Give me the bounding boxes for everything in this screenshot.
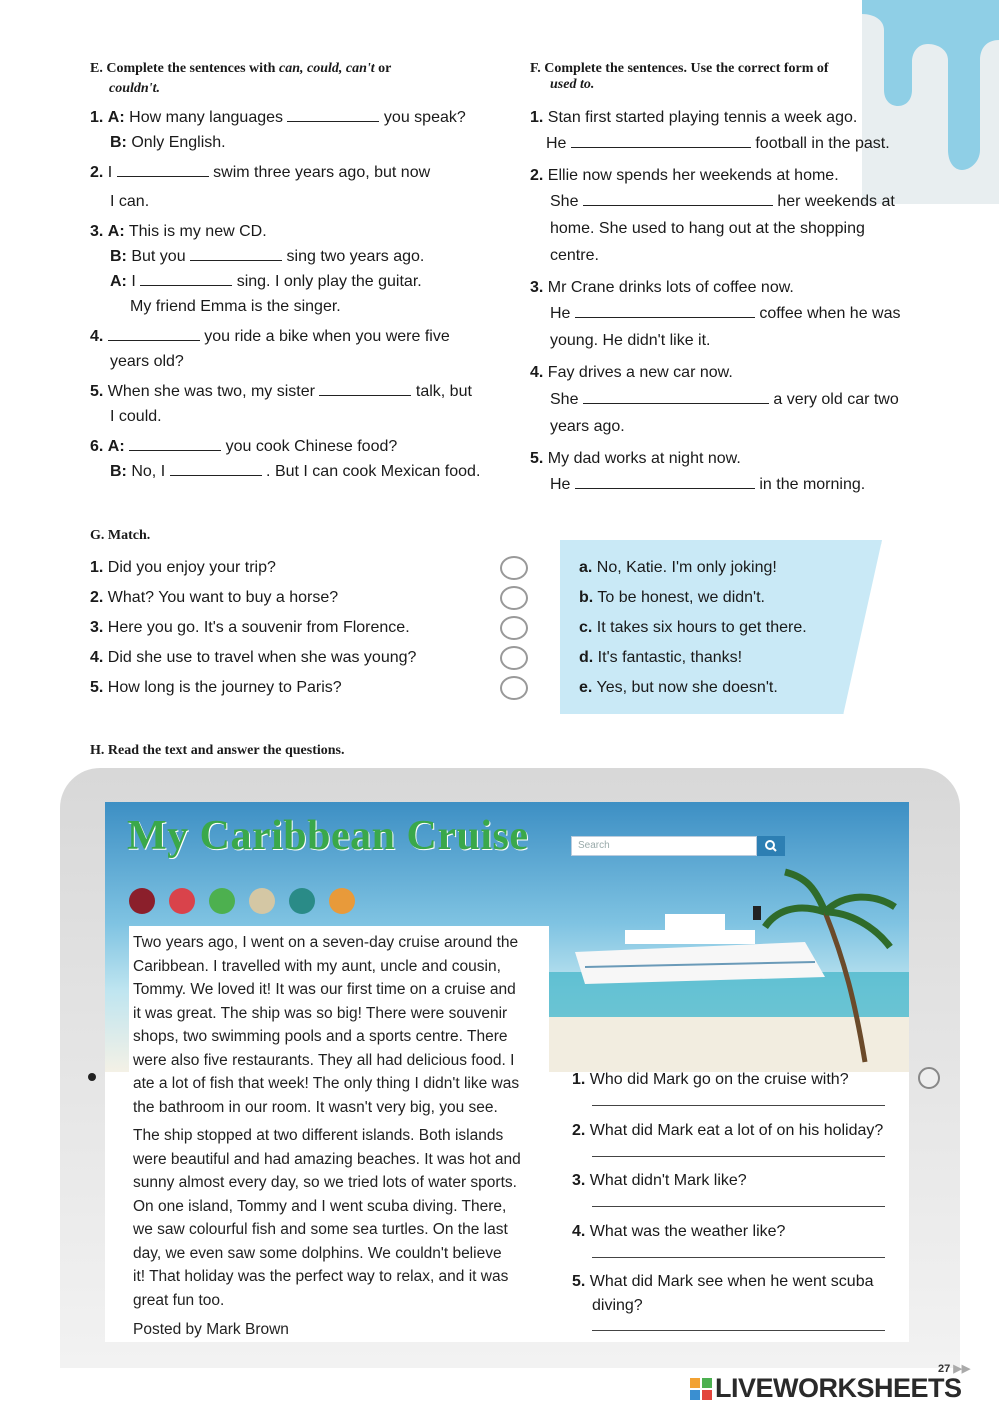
text-line: the bathroom in our room. It wasn't very big, you see. bbox=[133, 1098, 498, 1116]
text-line: Two years ago, I went on a seven-day cruise around the bbox=[133, 934, 519, 951]
answer-blank[interactable] bbox=[117, 163, 209, 177]
answer-line[interactable] bbox=[592, 1206, 885, 1207]
section-h-heading bbox=[90, 742, 344, 759]
answer-letter: e. bbox=[579, 679, 593, 696]
tablet-screen bbox=[105, 802, 909, 1342]
text-line: ate a lot of fish that week! The only thing I didn't like was bbox=[133, 1075, 520, 1092]
match-answer-circle[interactable] bbox=[500, 556, 528, 580]
f-item-2c bbox=[550, 219, 865, 239]
text-line: On one island, Tommy and I went scuba diving. There, bbox=[133, 1197, 507, 1215]
text-line: great fun too. bbox=[133, 1291, 225, 1309]
match-answer-circle[interactable] bbox=[500, 646, 528, 670]
item-number: 5. bbox=[90, 679, 104, 696]
e-item-2 bbox=[90, 163, 430, 183]
sentence-text: When she was two, my sister bbox=[107, 383, 315, 400]
match-answers-panel bbox=[554, 532, 890, 722]
g-question-1 bbox=[90, 558, 276, 578]
sentence-text: He bbox=[550, 476, 571, 493]
item-number: 2. bbox=[572, 1122, 586, 1139]
signpost-icon[interactable] bbox=[329, 888, 355, 914]
sentence-text: years old? bbox=[110, 353, 184, 370]
f-item-2b bbox=[550, 192, 895, 212]
answer-blank[interactable] bbox=[571, 134, 751, 148]
speaker-label: A: bbox=[107, 438, 125, 455]
answer-blank[interactable] bbox=[575, 304, 755, 318]
f-item-2d bbox=[550, 246, 599, 266]
answer-blank[interactable] bbox=[583, 390, 769, 404]
heading-text: E. Complete the sentences with bbox=[90, 61, 279, 76]
item-number: 2. bbox=[90, 164, 104, 181]
item-number: 4. bbox=[90, 328, 104, 345]
sentence-text: How many languages bbox=[129, 109, 284, 126]
answer-blank[interactable] bbox=[319, 382, 411, 396]
question-text: How long is the journey to Paris? bbox=[107, 679, 342, 696]
sentence-text: a very old car two bbox=[773, 391, 899, 408]
f-item-3b bbox=[550, 304, 901, 324]
f-item-1 bbox=[530, 108, 857, 128]
answer-blank[interactable] bbox=[129, 437, 221, 451]
e-item-3a bbox=[90, 222, 267, 242]
sentence-text: But you bbox=[131, 248, 186, 265]
item-number: 2. bbox=[90, 589, 104, 606]
item-number: 3. bbox=[90, 619, 104, 636]
sentence-text: home. She used to hang out at the shopping bbox=[550, 220, 865, 237]
g-question-2 bbox=[90, 588, 338, 608]
sentence-text: No, I bbox=[131, 463, 166, 480]
home-icon[interactable] bbox=[169, 888, 195, 914]
speaker-label: A: bbox=[110, 273, 127, 290]
e-item-5 bbox=[90, 382, 472, 402]
sentence-text: talk, but bbox=[415, 383, 472, 400]
speaker-label: A: bbox=[107, 223, 125, 240]
g-answer-e bbox=[579, 678, 778, 698]
speaker-label: B: bbox=[110, 134, 127, 151]
question-text: Did she use to travel when she was young? bbox=[107, 649, 417, 666]
f-item-5b bbox=[550, 475, 865, 495]
e-item-6a bbox=[90, 437, 397, 457]
text-line: shops, two swimming pools and a sports centre. There bbox=[133, 1028, 508, 1045]
f-item-4 bbox=[530, 363, 733, 383]
question-text: What did Mark eat a lot of on his holiday? bbox=[589, 1122, 884, 1139]
text-line: sunny almost every day, so we tried lots of water sports. bbox=[133, 1174, 517, 1191]
f-item-4b bbox=[550, 390, 899, 410]
text-line: Tommy. We loved it! It was our first time on a cruise and bbox=[133, 981, 516, 998]
sentence-text: My dad works at night now. bbox=[547, 450, 741, 467]
text-line: it! That holiday was the perfect way to relax, and it was bbox=[133, 1268, 509, 1285]
match-answer-circle[interactable] bbox=[500, 586, 528, 610]
answer-letter: c. bbox=[579, 619, 593, 636]
answer-blank[interactable] bbox=[108, 327, 200, 341]
g-question-3 bbox=[90, 618, 410, 638]
sentence-text: centre. bbox=[550, 247, 599, 264]
h-question-3 bbox=[572, 1171, 747, 1191]
camera-icon[interactable] bbox=[289, 888, 315, 914]
answer-blank[interactable] bbox=[190, 247, 282, 261]
g-question-4 bbox=[90, 648, 416, 668]
decorative-drip-panel bbox=[862, 0, 999, 204]
sentence-text: sing two years ago. bbox=[286, 248, 425, 265]
item-number: 1. bbox=[530, 109, 544, 126]
f-item-5 bbox=[530, 449, 741, 469]
sentence-text: I bbox=[107, 164, 113, 181]
question-text: Who did Mark go on the cruise with? bbox=[589, 1071, 849, 1088]
sentence-text: sing. I only play the guitar. bbox=[236, 273, 422, 290]
sentence-text: She bbox=[550, 391, 579, 408]
e-item-1b bbox=[110, 133, 226, 153]
item-number: 5. bbox=[530, 450, 544, 467]
item-number: 1. bbox=[90, 559, 104, 576]
sentence-text: I can. bbox=[110, 193, 150, 210]
text-line: we saw colourful fish and some sea turtles. On the last bbox=[133, 1221, 508, 1238]
match-answer-circle[interactable] bbox=[500, 616, 528, 640]
blog-title: My Caribbean Cruise bbox=[127, 813, 529, 859]
e-item-3c bbox=[110, 272, 422, 292]
speaker-label: A: bbox=[107, 109, 125, 126]
e-item-3d bbox=[130, 297, 341, 317]
item-number: 3. bbox=[90, 223, 104, 240]
answer-letter: b. bbox=[579, 589, 594, 606]
search-button[interactable] bbox=[757, 836, 785, 856]
h-question-4 bbox=[572, 1222, 785, 1242]
brand-text: LIVEWORKSHEETS bbox=[715, 1373, 962, 1403]
sentence-text: Only English. bbox=[131, 134, 226, 151]
answer-line[interactable] bbox=[592, 1156, 885, 1157]
e-item-5-cont bbox=[110, 407, 162, 427]
answer-blank[interactable] bbox=[287, 108, 379, 122]
f-item-3c bbox=[550, 331, 710, 351]
liveworksheets-logo-icon bbox=[690, 1378, 712, 1400]
heading-text: F. Complete the sentences. Use the correct form of bbox=[530, 61, 829, 76]
answer-text: No, Katie. I'm only joking! bbox=[596, 559, 777, 576]
answer-line[interactable] bbox=[592, 1105, 885, 1106]
sentence-text: swim three years ago, but now bbox=[213, 164, 431, 181]
search-placeholder: Search bbox=[578, 840, 610, 851]
heading-text: G. Match. bbox=[90, 528, 151, 543]
sentence-text: her weekends at bbox=[777, 193, 895, 210]
heading-italic: can, could, can't bbox=[278, 61, 375, 76]
sentence-text: My friend Emma is the singer. bbox=[130, 298, 341, 315]
sentence-text: Fay drives a new car now. bbox=[547, 364, 733, 381]
f-item-1b bbox=[546, 134, 890, 154]
answer-text: It's fantastic, thanks! bbox=[597, 649, 743, 666]
text-line: were also five restaurants. They all had delicious food. I bbox=[133, 1051, 515, 1069]
f-item-3 bbox=[530, 278, 794, 298]
item-number: 6. bbox=[90, 438, 104, 455]
item-number: 4. bbox=[572, 1223, 586, 1240]
section-g-heading bbox=[90, 527, 150, 544]
e-item-6b bbox=[110, 462, 480, 482]
text-line: The ship stopped at two different islands. Both islands bbox=[133, 1127, 504, 1144]
paragraph-1 bbox=[133, 931, 519, 1119]
info-icon[interactable] bbox=[129, 888, 155, 914]
g-answer-d bbox=[579, 648, 742, 668]
section-e-heading bbox=[90, 60, 391, 77]
item-number: 3. bbox=[572, 1172, 586, 1189]
sentence-text: Ellie now spends her weekends at home. bbox=[547, 167, 839, 184]
question-text: Did you enjoy your trip? bbox=[107, 559, 276, 576]
paint-drip-icon bbox=[862, 0, 999, 204]
f-item-4c bbox=[550, 417, 625, 437]
g-answer-a bbox=[579, 558, 777, 578]
sentence-text: Mr Crane drinks lots of coffee now. bbox=[547, 279, 794, 296]
e-item-2-cont bbox=[110, 192, 149, 212]
item-number: 3. bbox=[530, 279, 544, 296]
sentence-text: He bbox=[546, 135, 567, 152]
h-question-5 bbox=[572, 1272, 874, 1292]
answer-text: To be honest, we didn't. bbox=[597, 589, 765, 606]
search-input[interactable] bbox=[571, 836, 757, 856]
answer-letter: d. bbox=[579, 649, 594, 666]
item-number: 4. bbox=[530, 364, 544, 381]
e-item-3b bbox=[110, 247, 424, 267]
heading-italic: used to. bbox=[550, 77, 595, 92]
paragraph-2 bbox=[133, 1124, 521, 1312]
answer-line[interactable] bbox=[592, 1257, 885, 1258]
sentence-text: years ago. bbox=[550, 418, 625, 435]
section-f-heading-line2 bbox=[550, 76, 594, 93]
e-item-4 bbox=[90, 327, 450, 347]
liveworksheets-logo[interactable] bbox=[690, 1373, 962, 1404]
sentence-text: young. He didn't like it. bbox=[550, 332, 711, 349]
g-answer-b bbox=[579, 588, 765, 608]
skip-forward-icon: ▶▶ bbox=[953, 1363, 971, 1375]
post-author: Posted by Mark Brown bbox=[133, 1321, 289, 1338]
text-line: were beautiful and had amazing beaches. It was hot and bbox=[133, 1150, 521, 1168]
sentence-text: She bbox=[550, 193, 579, 210]
f-item-2 bbox=[530, 166, 839, 186]
sentence-text: coffee when he was bbox=[759, 305, 901, 322]
sentence-text: I could. bbox=[110, 408, 162, 425]
answer-letter: a. bbox=[579, 559, 593, 576]
text-line: day, we even saw some dolphins. We couldn't believe bbox=[133, 1244, 502, 1262]
tablet-camera-dot bbox=[88, 1073, 96, 1081]
item-number: 1. bbox=[90, 109, 104, 126]
calendar-icon[interactable] bbox=[249, 888, 275, 914]
h-question-2 bbox=[572, 1121, 883, 1141]
question-text: What did Mark see when he went scuba bbox=[589, 1273, 874, 1290]
answer-blank[interactable] bbox=[170, 462, 262, 476]
speaker-label: B: bbox=[110, 463, 127, 480]
sentence-text: in the morning. bbox=[759, 476, 866, 493]
sentence-text: Stan first started playing tennis a week ago. bbox=[547, 109, 858, 126]
heading-text: H. Read the text and answer the questions. bbox=[90, 743, 345, 758]
search-icon bbox=[757, 836, 785, 856]
sentence-text: you cook Chinese food? bbox=[225, 438, 398, 455]
question-text: What didn't Mark like? bbox=[589, 1172, 747, 1189]
sentence-text: This is my new CD. bbox=[128, 223, 267, 240]
text-line: it was great. The ship was so big! There were souvenir bbox=[133, 1004, 508, 1022]
answer-blank[interactable] bbox=[575, 475, 755, 489]
item-number: 1. bbox=[572, 1071, 586, 1088]
sentence-text: you ride a bike when you were five bbox=[204, 328, 450, 345]
item-number: 5. bbox=[90, 383, 104, 400]
answer-blank[interactable] bbox=[140, 272, 232, 286]
answer-text: It takes six hours to get there. bbox=[596, 619, 807, 636]
e-item-1a bbox=[90, 108, 466, 128]
sentence-text: football in the past. bbox=[755, 135, 890, 152]
g-question-5 bbox=[90, 678, 342, 698]
item-number: 5. bbox=[572, 1273, 586, 1290]
section-e-heading-line2 bbox=[109, 80, 160, 97]
h-question-1 bbox=[572, 1070, 849, 1090]
answer-line[interactable] bbox=[592, 1330, 885, 1331]
item-number: 2. bbox=[530, 167, 544, 184]
match-answer-circle[interactable] bbox=[500, 676, 528, 700]
sentence-text: He bbox=[550, 305, 571, 322]
heading-italic: couldn't. bbox=[109, 81, 160, 96]
heading-text: or bbox=[374, 61, 392, 76]
h-question-5-cont: diving? bbox=[592, 1297, 643, 1314]
page-number-text: 27 bbox=[938, 1363, 951, 1375]
tablet-home-button[interactable] bbox=[918, 1067, 940, 1089]
blog-post bbox=[129, 926, 549, 1342]
speaker-label: B: bbox=[110, 248, 127, 265]
answer-blank[interactable] bbox=[583, 192, 773, 206]
item-number: 4. bbox=[90, 649, 104, 666]
question-text: What? You want to buy a horse? bbox=[107, 589, 339, 606]
question-text: Here you go. It's a souvenir from Florence. bbox=[107, 619, 410, 636]
e-item-4-cont bbox=[110, 352, 184, 372]
g-answer-c bbox=[579, 618, 807, 638]
answer-text: Yes, but now she doesn't. bbox=[596, 679, 778, 696]
sentence-text: you speak? bbox=[383, 109, 466, 126]
text-line: Caribbean. I travelled with my aunt, uncle and cousin, bbox=[133, 957, 501, 975]
sentence-text: I bbox=[131, 273, 136, 290]
question-text: What was the weather like? bbox=[589, 1223, 786, 1240]
travel-icon[interactable] bbox=[209, 888, 235, 914]
sentence-text: . But I can cook Mexican food. bbox=[266, 463, 481, 480]
section-f-heading bbox=[530, 60, 829, 77]
